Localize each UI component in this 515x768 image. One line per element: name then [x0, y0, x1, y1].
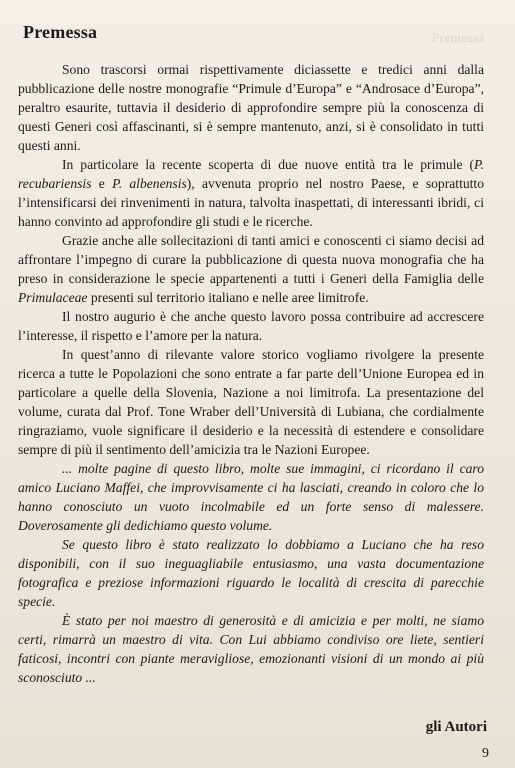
page-number: 9	[482, 746, 489, 761]
text-segment: e	[91, 176, 113, 191]
italic-text: Primulaceae	[18, 290, 88, 305]
paragraph	[18, 535, 484, 611]
text-segment: In particolare la recente scoperta di due nuove entità tra le primule (	[62, 157, 475, 172]
paragraph	[18, 611, 484, 687]
italic-text: P. recubariensis	[18, 157, 484, 191]
text-segment: Il nostro augurio è che anche questo lavoro possa contribuire ad accrescere l’interesse, il rispetto e l’amore per la natura.	[18, 309, 484, 343]
text-segment: ... molte pagine di questo libro, molte sue immagini, ci ricordano il caro amico Luciano Maffei, che improvvisamente ci ha lasciati, creando in coloro che lo hanno conosciuto un vuoto incolmabile ed un forte senso di malessere. Doverosamente gli dedichiamo questo volume.	[18, 461, 484, 533]
body-text	[18, 60, 484, 687]
paragraph	[18, 459, 484, 535]
text-segment: In quest’anno di rilevante valore storico vogliamo rivolgere la presente ricerca a tutte le Popolazioni che sono entrate a far parte dell’Unione Europea ed in particolare a quelle della Slovenia, Nazione a noi limitrofa. La presentazione del volume, curata dal Prof. Tone Wraber dell’Università di Lubiana, che cordialmente ringraziamo, vuole significare il desiderio e la necessità di estendere e consolidare sempre di più il sentimento dell’amicizia tra le Nazioni Europee.	[18, 347, 484, 457]
paragraph	[18, 345, 484, 459]
signature: gli Autori	[425, 719, 487, 735]
text-segment: Sono trascorsi ormai rispettivamente diciassette e tredici anni dalla pubblicazione delle nostre monografie “Primule d’Europa” e “Androsace d’Europa”, peraltro esaurite, tuttavia il desiderio di approfondire sempre più la conoscenza di questi Generi così affascinanti, si è sempre mantenuto, anzi, si è consolidato in tutti questi anni.	[18, 62, 484, 153]
paragraph	[18, 155, 484, 231]
page-title: Premessa	[23, 22, 98, 42]
paragraph	[18, 60, 484, 155]
text-segment: È stato per noi maestro di generosità e di amicizia e per molti, ne siamo certi, rimarrà un maestro di vita. Con Lui abbiamo condiviso ore liete, sentieri faticosi, incontri con piante meravigliose, emozionanti visioni di un mondo ai più sconosciuto ...	[18, 613, 484, 685]
italic-text: P. albenensis	[112, 176, 187, 191]
paragraph	[18, 231, 484, 307]
text-segment: Grazie anche alle sollecitazioni di tanti amici e conoscenti ci siamo decisi ad affrontare l’impegno di curare la pubblicazione di questa nuova monografia che ha preso in considerazione le specie appartenenti a tutti i Generi della Famiglia delle	[18, 233, 484, 286]
show-through-text: Premessa	[431, 30, 485, 45]
paragraph	[18, 307, 484, 345]
text-segment: Se questo libro è stato realizzato lo dobbiamo a Luciano che ha reso disponibili, con il suo ineguagliabile entusiasmo, una vasta documentazione fotografica e preziose informazioni riguardo le località di crescita di parecchie specie.	[18, 537, 484, 609]
text-segment: presenti sul territorio italiano e nelle aree limitrofe.	[87, 290, 369, 305]
text-segment: ), avvenuta proprio nel nostro Paese, e soprattutto l’intensificarsi dei rinvenimenti in natura, talvolta inaspettati, di interessanti ibridi, ci hanno convinto ad approfondire gli studi e le ricerche.	[18, 176, 484, 229]
